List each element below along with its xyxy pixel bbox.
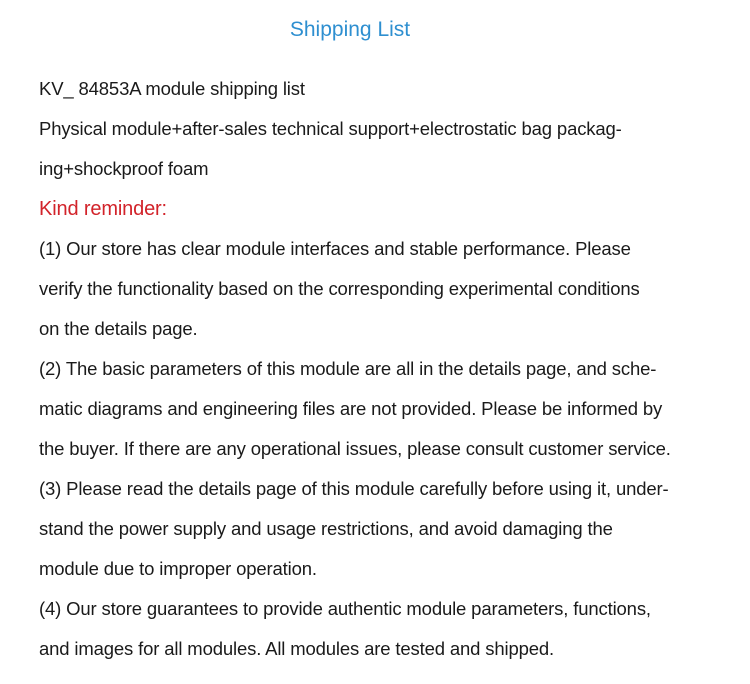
reminder-line: verify the functionality based on the corresponding experimental conditions [39, 278, 640, 299]
reminder-line: (1) Our store has clear module interfaces and stable performance. Please [39, 238, 631, 259]
intro-line: ing+shockproof foam [39, 158, 209, 179]
reminder-line: and images for all modules. All modules are tested and shipped. [39, 638, 555, 659]
reminder-line: the buyer. If there are any operational issues, please consult customer service. [39, 438, 671, 459]
reminder-line: module due to improper operation. [39, 558, 317, 579]
page-title: Shipping List [289, 18, 411, 41]
intro-line: Physical module+after-sales technical support+electrostatic bag packag- [39, 118, 622, 139]
reminder-line: matic diagrams and engineering files are not provided. Please be informed by [39, 398, 663, 419]
reminder-line: stand the power supply and usage restrictions, and avoid damaging the [39, 518, 613, 539]
reminder-line: on the details page. [39, 318, 198, 339]
shipping-list-body [39, 69, 729, 669]
reminder-line: (2) The basic parameters of this module are all in the details page, and sche- [39, 358, 657, 379]
reminder-line: (3) Please read the details page of this module carefully before using it, under- [39, 478, 669, 499]
intro-line: KV_ 84853A module shipping list [39, 78, 305, 99]
reminder-heading: Kind reminder: [39, 198, 167, 220]
reminder-line: (4) Our store guarantees to provide authentic module parameters, functions, [39, 598, 651, 619]
